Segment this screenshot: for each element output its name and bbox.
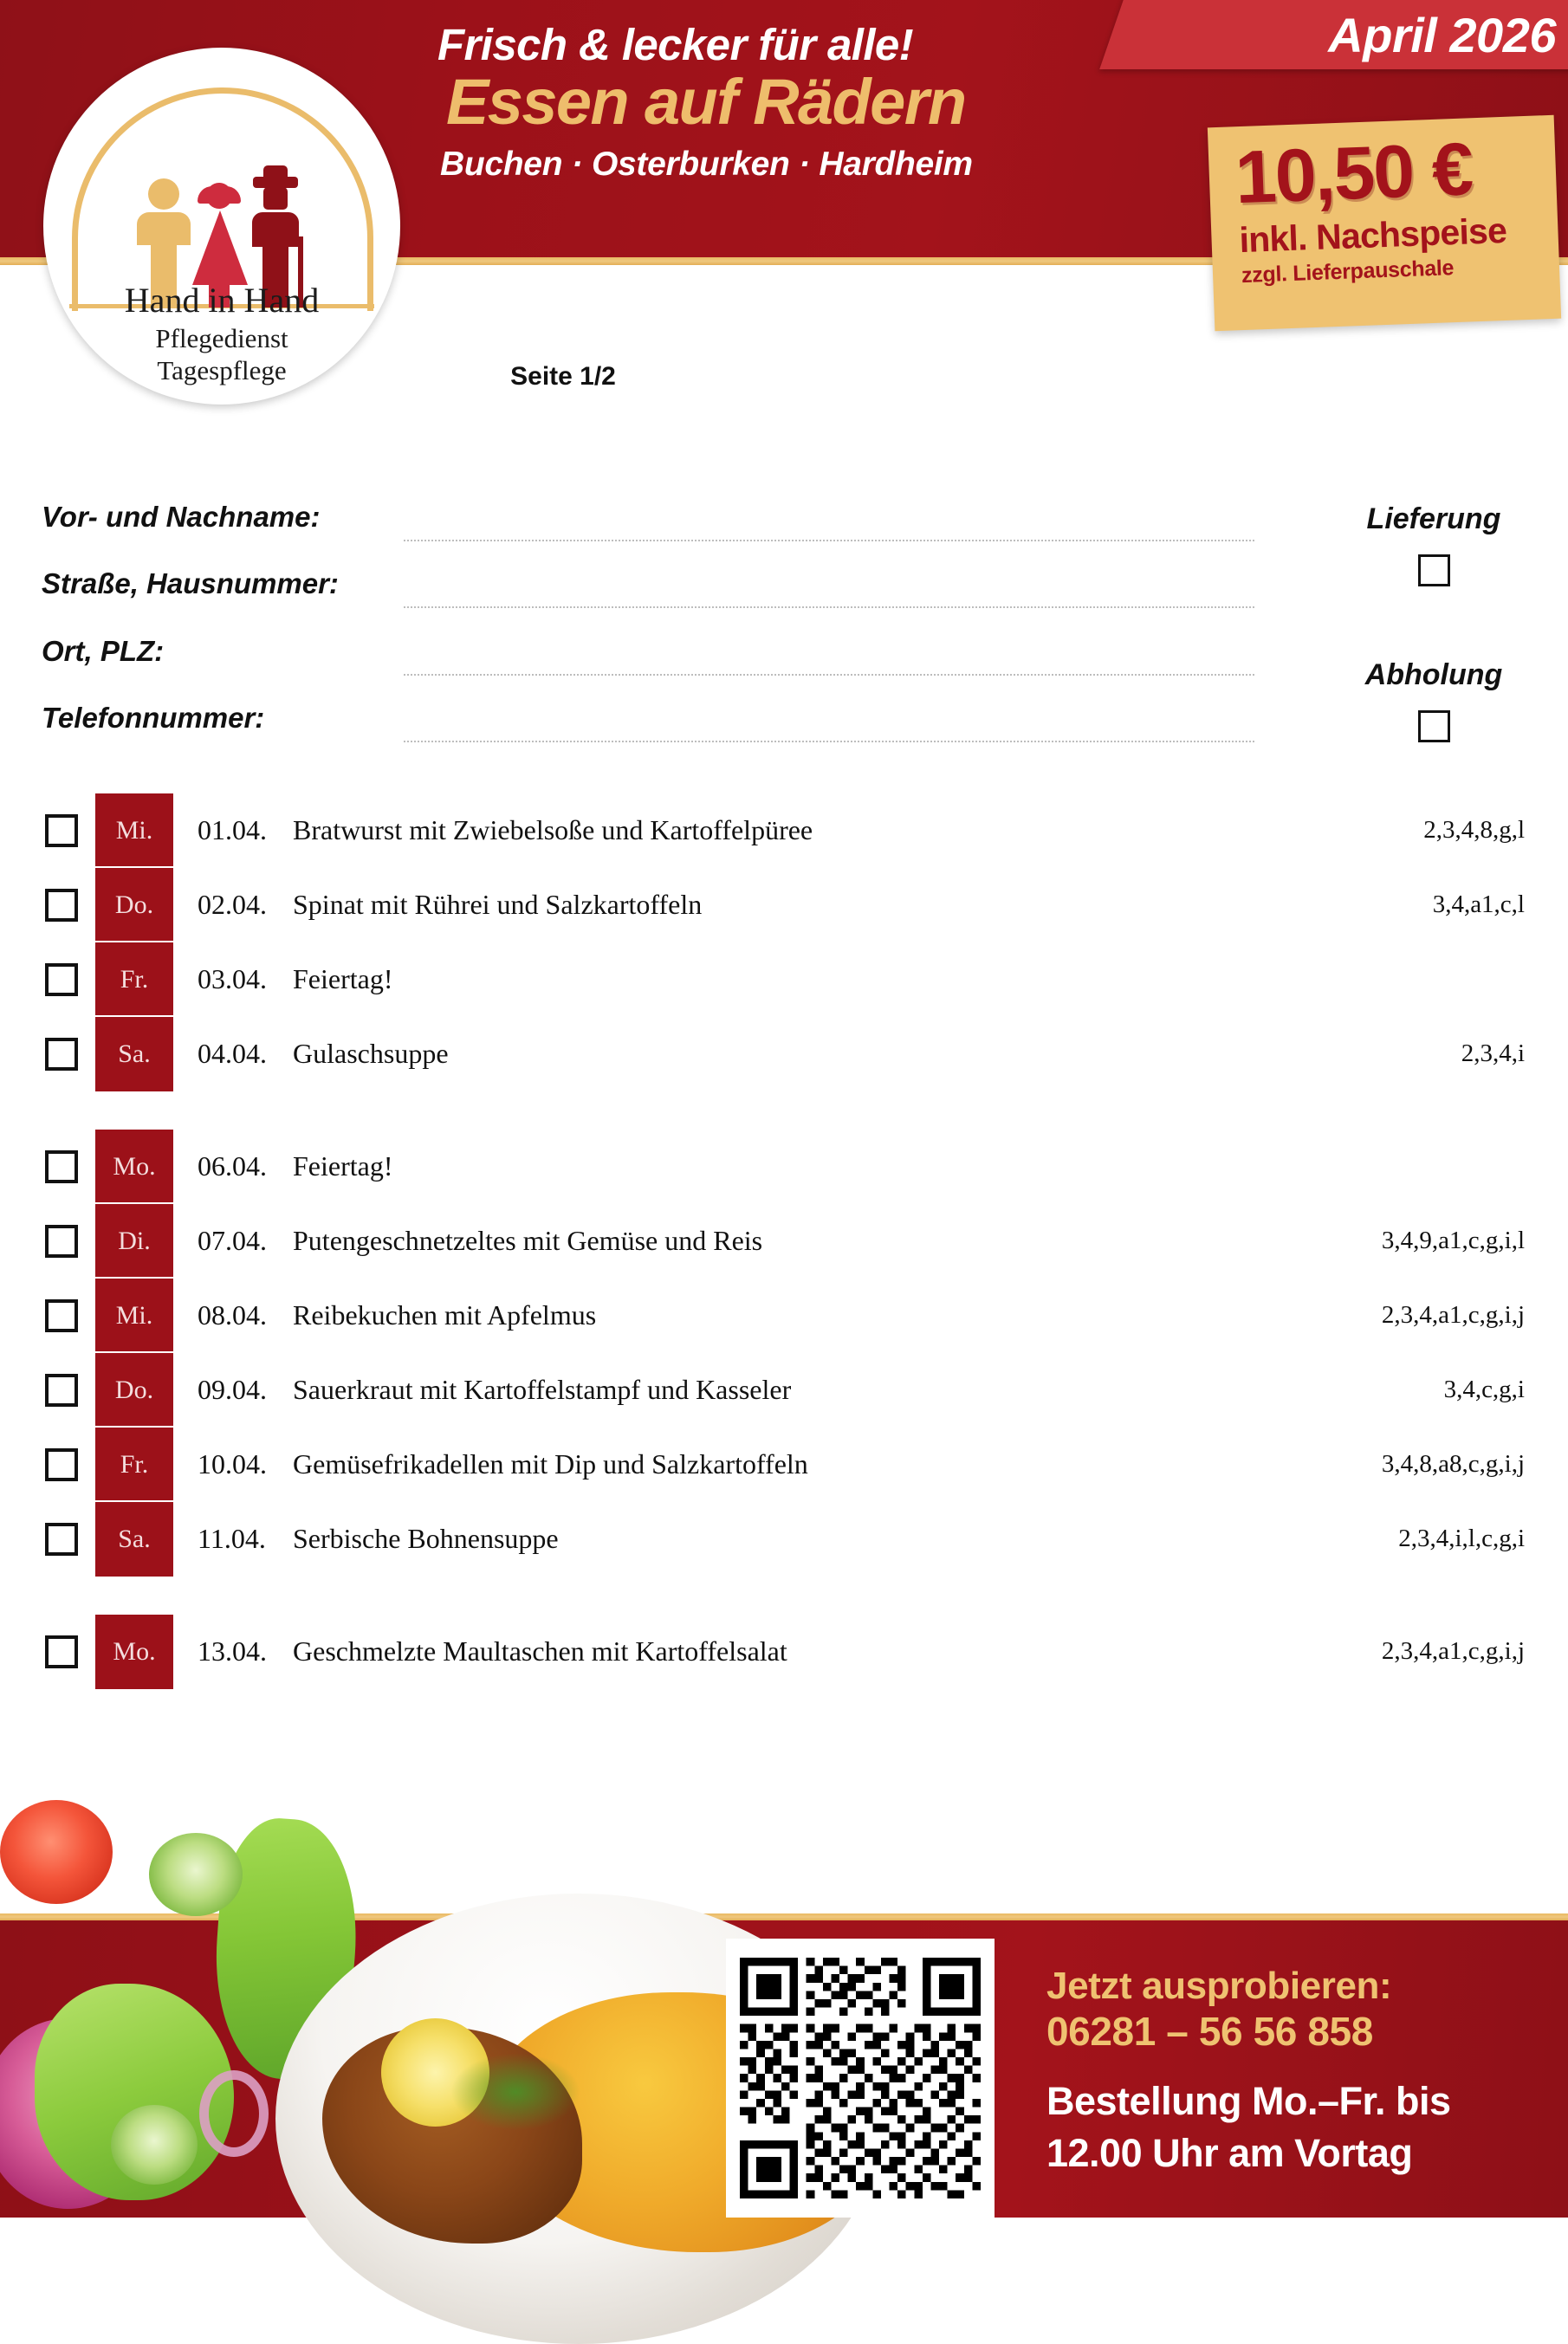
- menu-date: 02.04.: [198, 889, 267, 920]
- form-row: [42, 702, 1324, 740]
- menu-dish: Sauerkraut mit Kartoffelstampf und Kasseler: [293, 1374, 792, 1405]
- menu-row-checkbox[interactable]: [45, 1299, 78, 1332]
- menu-allergens: 2,3,4,a1,c,g,i,j: [1381, 1637, 1525, 1665]
- onion-ring-icon: [199, 2070, 269, 2157]
- menu-date: 10.04.: [198, 1448, 267, 1480]
- menu-date: 11.04.: [198, 1523, 266, 1554]
- menu-allergens: 3,4,a1,c,l: [1432, 890, 1525, 918]
- menu-row[interactable]: [0, 1428, 1568, 1502]
- menu-week-group: [0, 1130, 1568, 1577]
- menu-allergens: 2,3,4,i,l,c,g,i: [1398, 1525, 1525, 1552]
- day-badge: Sa.: [95, 1502, 173, 1577]
- day-badge: Di.: [95, 1204, 173, 1279]
- menu-row-checkbox[interactable]: [45, 1374, 78, 1407]
- menu-dish: Putengeschnetzeltes mit Gemüse und Reis: [293, 1225, 763, 1256]
- footer-phone[interactable]: 06281 – 56 56 858: [1046, 2009, 1373, 2054]
- menu-row[interactable]: [0, 1502, 1568, 1577]
- menu-allergens: 2,3,4,i: [1461, 1039, 1525, 1067]
- logo-company-name: Hand in Hand: [124, 281, 320, 320]
- menu-allergens: 3,4,8,a8,c,g,i,j: [1381, 1450, 1525, 1478]
- option-label-abholung: Abholung: [1364, 658, 1503, 691]
- menu-row-checkbox[interactable]: [45, 1038, 78, 1071]
- day-badge: Fr.: [95, 942, 173, 1017]
- cucumber-slice-icon: [149, 1833, 243, 1916]
- menu-dish: Spinat mit Rührei und Salzkartoffeln: [293, 889, 703, 920]
- logo-subtitle-2: Tagespflege: [157, 355, 287, 385]
- form-field-label: Ort, PLZ:: [42, 635, 165, 667]
- price-includes: inkl. Nachspeise: [1238, 210, 1507, 261]
- menu-date: 08.04.: [198, 1299, 267, 1331]
- price-badge: [1208, 115, 1561, 331]
- day-badge: Mo.: [95, 1615, 173, 1689]
- dill-garnish-icon: [450, 2053, 580, 2131]
- menu-dish: Reibekuchen mit Apfelmus: [293, 1299, 597, 1331]
- menu-date: 06.04.: [198, 1150, 267, 1182]
- menu-dish: Serbische Bohnensuppe: [293, 1523, 559, 1554]
- menu-dish: Feiertag!: [293, 963, 393, 994]
- menu-row[interactable]: [0, 1615, 1568, 1689]
- menu-row[interactable]: [0, 793, 1568, 868]
- menu-date: 13.04.: [198, 1635, 267, 1667]
- logo-subtitle-1: Pflegedienst: [155, 323, 288, 353]
- menu-row[interactable]: [0, 1353, 1568, 1428]
- menu-row-checkbox[interactable]: [45, 814, 78, 847]
- day-badge: Sa.: [95, 1017, 173, 1091]
- day-badge: Fr.: [95, 1428, 173, 1502]
- footer-try-now: Jetzt ausprobieren:: [1046, 1965, 1392, 2007]
- footer-order-line-2: 12.00 Uhr am Vortag: [1046, 2131, 1413, 2175]
- headline-title: Essen auf Rädern: [446, 66, 966, 138]
- service-locations: Buchen · Osterburken · Hardheim: [440, 146, 973, 183]
- company-logo: [43, 48, 400, 405]
- day-badge: Mo.: [95, 1130, 173, 1204]
- menu-dish: Gemüsefrikadellen mit Dip und Salzkartoffeln: [293, 1448, 808, 1480]
- form-field-input[interactable]: [404, 540, 1254, 541]
- menu-row[interactable]: [0, 1279, 1568, 1353]
- form-field-input[interactable]: [404, 741, 1254, 742]
- option-label-lieferung: Lieferung: [1366, 502, 1501, 535]
- menu-date: 09.04.: [198, 1374, 267, 1405]
- qr-code[interactable]: [726, 1939, 995, 2218]
- headline-tagline: Frisch & lecker für alle!: [437, 20, 914, 69]
- menu-row-checkbox[interactable]: [45, 963, 78, 996]
- menu-allergens: 3,4,9,a1,c,g,i,l: [1381, 1227, 1525, 1254]
- day-badge: Mi.: [95, 793, 173, 868]
- form-field-input[interactable]: [404, 606, 1254, 608]
- option-checkbox-abholung[interactable]: [1418, 710, 1450, 742]
- form-field-label: Straße, Hausnummer:: [42, 567, 339, 599]
- option-checkbox-lieferung[interactable]: [1418, 554, 1450, 586]
- menu-allergens: 2,3,4,a1,c,g,i,j: [1381, 1301, 1525, 1329]
- menu-date: 01.04.: [198, 814, 267, 845]
- menu-row[interactable]: [0, 1130, 1568, 1204]
- menu-week-group: [0, 793, 1568, 1091]
- menu-date: 03.04.: [198, 963, 267, 994]
- form-field-label: Telefonnummer:: [42, 702, 265, 734]
- day-badge: Mi.: [95, 1279, 173, 1353]
- form-row: [42, 567, 1324, 605]
- menu-row-checkbox[interactable]: [45, 889, 78, 922]
- menu-date: 04.04.: [198, 1038, 267, 1069]
- menu-row-checkbox[interactable]: [45, 1635, 78, 1668]
- menu-dish: Bratwurst mit Zwiebelsoße und Kartoffelpüree: [293, 814, 813, 845]
- form-field-label: Vor- und Nachname:: [42, 501, 321, 533]
- tomato-slice-icon: [0, 1800, 113, 1904]
- menu-dish: Feiertag!: [293, 1150, 393, 1182]
- menu-week-group: [0, 1615, 1568, 1689]
- day-badge: Do.: [95, 868, 173, 942]
- form-row: [42, 635, 1324, 673]
- menu-row[interactable]: [0, 1204, 1568, 1279]
- form-field-input[interactable]: [404, 674, 1254, 676]
- menu-row-checkbox[interactable]: [45, 1523, 78, 1556]
- page-number-label: Seite 1/2: [510, 362, 616, 391]
- form-row: [42, 501, 1324, 539]
- price-surcharge: zzgl. Lieferpauschale: [1241, 256, 1455, 288]
- menu-row-checkbox[interactable]: [45, 1150, 78, 1183]
- month-label: April 2026: [1328, 8, 1556, 62]
- price-amount: 10,50 €: [1234, 127, 1474, 220]
- footer-order-line-1: Bestellung Mo.–Fr. bis: [1046, 2079, 1451, 2123]
- cucumber-slice-2-icon: [111, 2105, 198, 2185]
- menu-row[interactable]: [0, 868, 1568, 942]
- menu-allergens: 2,3,4,8,g,l: [1423, 816, 1525, 844]
- menu-row-checkbox[interactable]: [45, 1225, 78, 1258]
- menu-dish: Gulaschsuppe: [293, 1038, 449, 1069]
- menu-date: 07.04.: [198, 1225, 267, 1256]
- menu-allergens: 3,4,c,g,i: [1443, 1376, 1525, 1403]
- menu-row[interactable]: [0, 1017, 1568, 1091]
- menu-dish: Geschmelzte Maultaschen mit Kartoffelsalat: [293, 1635, 787, 1667]
- day-badge: Do.: [95, 1353, 173, 1428]
- menu-row[interactable]: [0, 942, 1568, 1017]
- menu-row-checkbox[interactable]: [45, 1448, 78, 1481]
